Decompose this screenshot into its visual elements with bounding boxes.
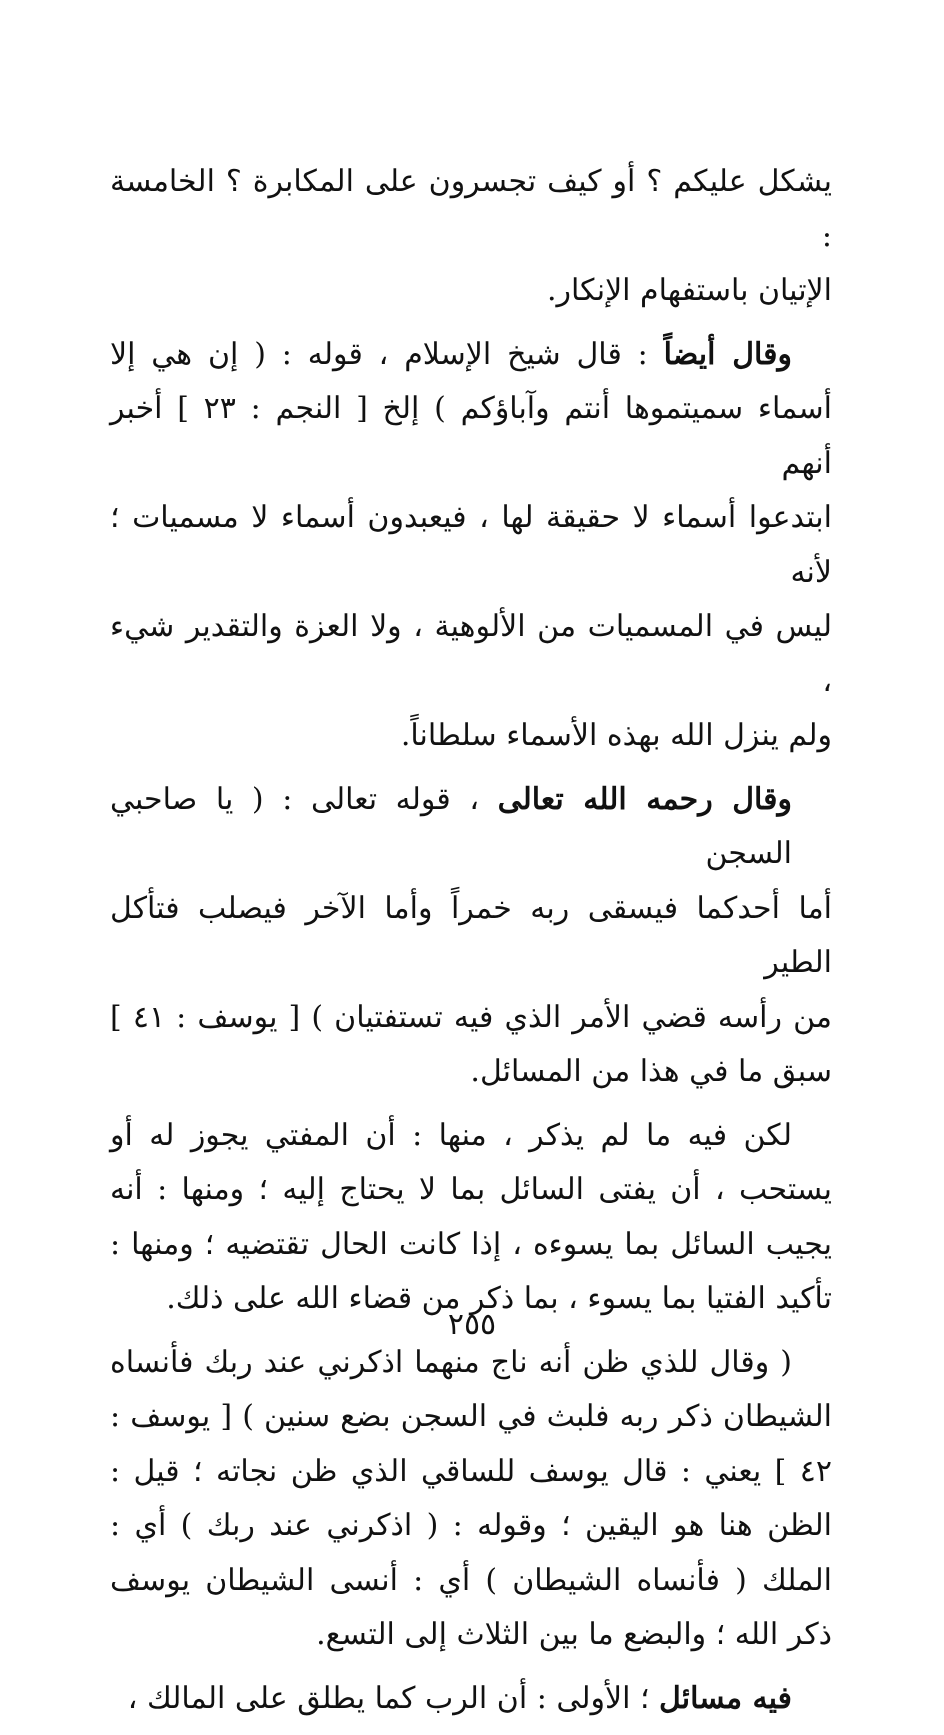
text-line [110,328,832,383]
text-line: ذكر الله ؛ والبضع ما بين الثلاث إلى التسع. [316,1617,832,1652]
text-line: يجيب السائل بما يسوءه ، إذا كانت الحال تقتضيه ؛ ومنها : [110,1226,832,1262]
text-line: ليس في المسميات من الألوهية ، ولا العزة والتقدير شيء ، [110,609,832,699]
paragraph-lead: فيه مسائل [659,1680,792,1716]
text-line: أما أحدكما فيسقى ربه خمراً وأما الآخر فيصلب فتأكل الطير [110,890,832,980]
text-fragment: ؛ الأولى : أن الرب كما يطلق على المالك ، [127,1680,660,1716]
paragraph-5 [110,1336,832,1663]
text-line: تأكيد الفتيا بما يسوء ، بما ذكر من قضاء الله على ذلك. [166,1281,832,1316]
paragraph-3 [110,773,832,1100]
text-line: ابتدعوا أسماء لا حقيقة لها ، فيعبدون أسماء لا مسميات ؛ لأنه [110,500,832,590]
text-fragment: ، قوله تعالى : ( يا صاحبي السجن [110,781,792,871]
text-line: أسماء سميتموها أنتم وآباؤكم ) إلخ [ النجم : ٢٣ ] أخبر أنهم [110,391,832,481]
text-line: ( وقال للذي ظن أنه ناج منهما اذكرني عند ربك فأنساه [110,1344,792,1380]
page-body [110,155,832,1735]
text-line: الملك ( فأنساه الشيطان ) أي : أنسى الشيطان يوسف [110,1562,832,1598]
text-line: الشيطان ذكر ربه فلبث في السجن بضع سنين ) [ يوسف : [110,1399,832,1434]
paragraph-2 [110,328,832,764]
text-line: يستحب ، أن يفتى السائل بما لا يحتاج إليه ؛ ومنها : أنه [110,1172,832,1207]
text-line: سبق ما في هذا من المسائل. [470,1054,832,1089]
paragraph-lead: وقال رحمه الله تعالى [497,781,792,817]
text-line: ولم ينزل الله بهذه الأسماء سلطاناً. [400,718,832,753]
text-line: يشكل عليكم ؟ أو كيف تجسرون على المكابرة ؟ الخامسة : [110,164,832,254]
paragraph-1 [110,155,832,319]
paragraph-4 [110,1109,832,1327]
text-line: ٤٢ ] يعني : قال يوسف للساقي الذي ظن نجاته ؛ قيل : [110,1453,832,1489]
text-line [110,1672,832,1727]
paragraph-6 [110,1672,832,1727]
text-line: من رأسه قضي الأمر الذي فيه تستفتيان ) [ يوسف : ٤١ ] [110,999,832,1035]
page-number: ٢٥٥ [447,1307,497,1342]
paragraph-lead: وقال أيضاً [663,336,792,372]
text-line: الظن هنا هو اليقين ؛ وقوله : ( اذكرني عند ربك ) أي : [110,1508,832,1543]
text-line [110,773,832,882]
text-line: الإتيان باستفهام الإنكار. [546,273,832,308]
text-fragment: : قال شيخ الإسلام ، قوله : ( إن هي إلا [110,336,664,372]
text-line: لكن فيه ما لم يذكر ، منها : أن المفتي يجوز له أو [110,1117,792,1153]
